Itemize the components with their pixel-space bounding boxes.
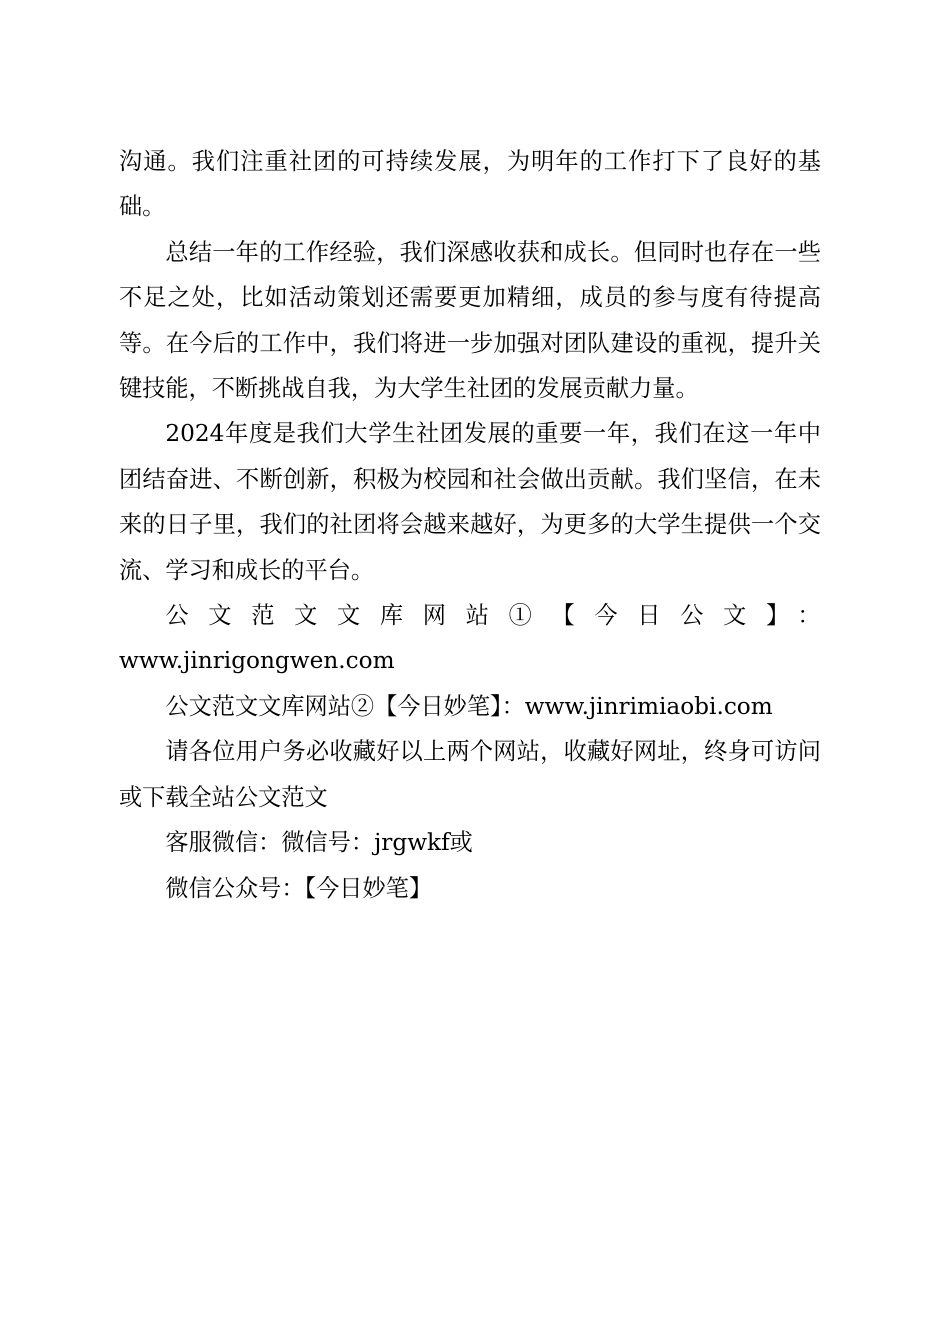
footer-site1-label: 公文范文文库网站①【今日公文】： bbox=[165, 602, 821, 630]
footer-site2 bbox=[119, 684, 821, 729]
paragraph-conclusion: 2024年度是我们大学生社团发展的重要一年，我们在这一年中团结奋进、不断创新，积极为校园和社会做出贡献。我们坚信，在未来的日子里，我们的社团将会越来越好，为更多的大学生提供一个交流、学习和成长的平台。 bbox=[119, 420, 821, 584]
footer-site1-url[interactable]: www.jinrigongwen.com bbox=[119, 647, 395, 675]
footer-site2-url[interactable]: www.jinrimiaobi.com bbox=[524, 692, 773, 720]
document-page bbox=[119, 139, 821, 911]
paragraph-summary: 总结一年的工作经验，我们深感收获和成长。但同时也存在一些不足之处，比如活动策划还需要更加精细，成员的参与度有待提高等。在今后的工作中，我们将进一步加强对团队建设的重视，提升关键技能，不断挑战自我，为大学生社团的发展贡献力量。 bbox=[119, 238, 821, 403]
footer-official-account: 微信公众号：【今日妙笔】 bbox=[165, 874, 433, 902]
paragraph-continued: 沟通。我们注重社团的可持续发展，为明年的工作打下了良好的基础。 bbox=[119, 148, 821, 221]
footer-service: 客服微信：微信号：jrgwkf或 bbox=[165, 829, 473, 857]
footer-site2-label: 公文范文文库网站②【今日妙笔】： bbox=[165, 692, 525, 720]
footer-notice: 请各位用户务必收藏好以上两个网站，收藏好网址，终身可访问或下载全站公文范文 bbox=[119, 738, 821, 811]
